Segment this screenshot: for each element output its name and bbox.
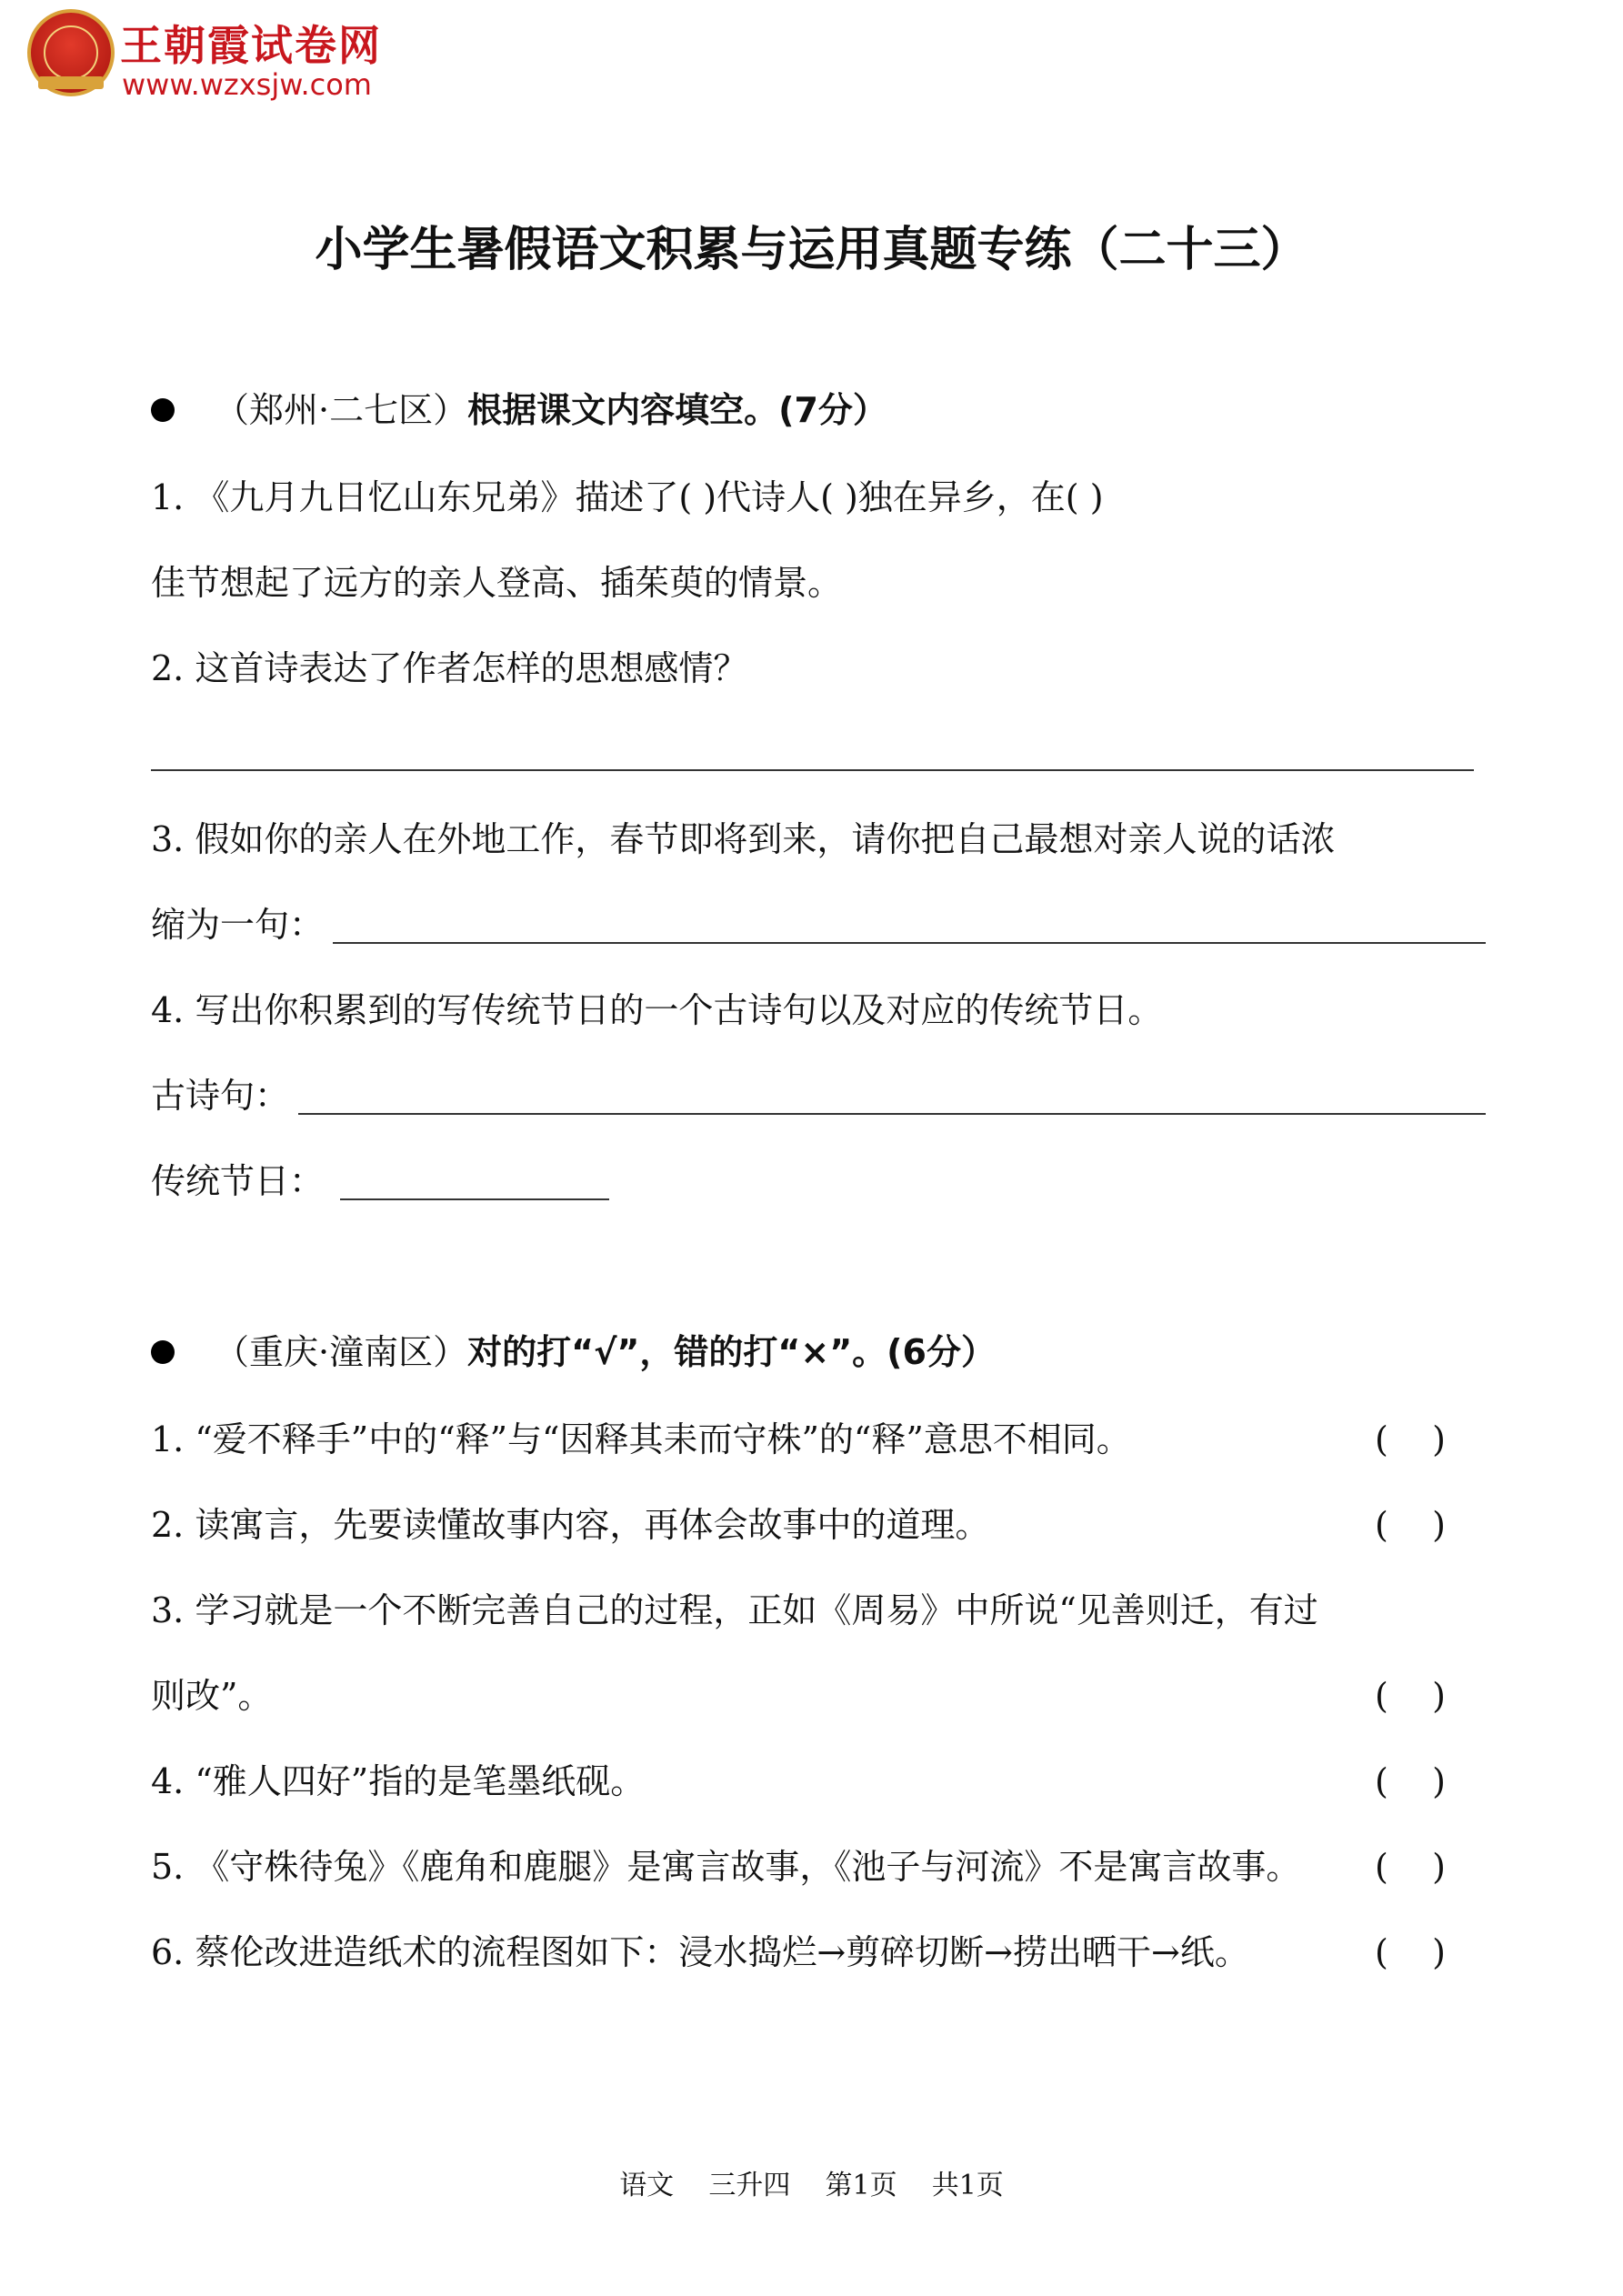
q1-line2: 佳节想起了远方的亲人登高、插茱萸的情景。	[151, 563, 843, 603]
judge-item-6: 6. 蔡伦改进造纸术的流程图如下：浸水捣烂→剪碎切断→捞出晒干→纸。	[151, 1932, 1249, 1972]
q1-line1: 1. 《九月九日忆山东兄弟》描述了( )代诗人( )独在异乡，在( )	[151, 477, 1104, 517]
judge-item-5: 5. 《守株待兔》《鹿角和鹿腿》是寓言故事，《池子与河流》不是寓言故事。	[151, 1847, 1301, 1887]
q3-answer-line[interactable]	[333, 942, 1486, 944]
answer-paren-5[interactable]: ( )	[1375, 1847, 1446, 1887]
page-footer: 语文 三升四 第1页 共1页	[619, 2170, 1004, 2201]
q2-answer-line[interactable]	[151, 769, 1474, 771]
section2-source: （重庆·潼南区）	[215, 1332, 468, 1372]
section2-instruction: 对的打“√”，错的打“×”。(6分）	[467, 1332, 996, 1372]
answer-paren-4[interactable]: ( )	[1375, 1761, 1446, 1801]
judge-item-3: 3. 学习就是一个不断完善自己的过程，正如《周易》中所说“见善则迁，有过	[151, 1590, 1318, 1630]
q2-text: 2. 这首诗表达了作者怎样的思想感情？	[151, 648, 748, 688]
judge-item-3-cont: 则改”。	[151, 1676, 273, 1716]
q3-line1: 3. 假如你的亲人在外地工作，春节即将到来，请你把自己最想对亲人说的话浓	[151, 819, 1336, 859]
page-title: 小学生暑假语文积累与运用真题专练（二十三）	[315, 223, 1308, 277]
q4-festival-answer-line[interactable]	[340, 1198, 609, 1200]
q3-line2: 缩为一句：	[151, 905, 325, 945]
answer-paren-3[interactable]: ( )	[1375, 1676, 1446, 1716]
judge-item-1: 1. “爱不释手”中的“释”与“因释其耒而守株”的“释”意思不相同。	[151, 1419, 1131, 1459]
answer-paren-1[interactable]: ( )	[1375, 1419, 1446, 1459]
site-url: www.wzxsjw.com	[122, 67, 372, 102]
section1-source: （郑州·二七区）	[215, 390, 468, 430]
bullet-icon	[151, 1340, 175, 1364]
seal-emblem-icon	[27, 9, 115, 96]
site-logo	[25, 7, 416, 107]
answer-paren-2[interactable]: ( )	[1375, 1505, 1446, 1545]
section1-heading	[215, 387, 887, 433]
brand-name: 王朝霞试卷网	[120, 21, 382, 70]
section1-instruction: 根据课文内容填空。(7分）	[467, 390, 887, 430]
section2-heading	[215, 1329, 996, 1375]
judge-item-4: 4. “雅人四好”指的是笔墨纸砚。	[151, 1761, 646, 1801]
answer-paren-6[interactable]: ( )	[1375, 1932, 1446, 1972]
q4-poem-label: 古诗句：	[151, 1076, 290, 1116]
q4-text: 4. 写出你积累到的写传统节日的一个古诗句以及对应的传统节日。	[151, 990, 1163, 1030]
q4-poem-answer-line[interactable]	[298, 1113, 1486, 1115]
bullet-icon	[151, 398, 175, 422]
judge-item-2: 2. 读寓言，先要读懂故事内容，再体会故事中的道理。	[151, 1505, 990, 1545]
q4-festival-label: 传统节日：	[151, 1161, 325, 1201]
